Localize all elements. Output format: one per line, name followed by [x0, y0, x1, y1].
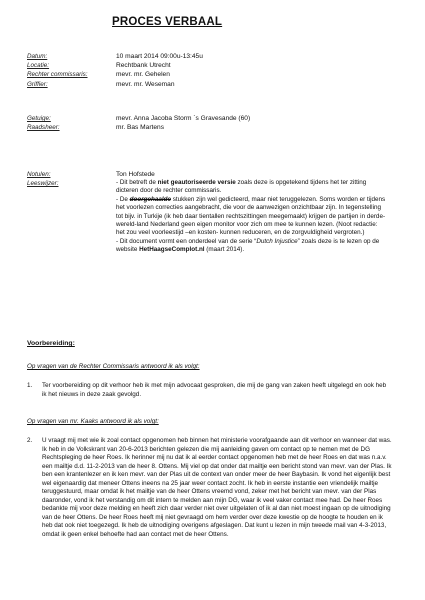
- meta-row-minutes: [27, 170, 155, 179]
- meta-row-date: [27, 52, 203, 61]
- meta-row-counsel: [27, 123, 250, 132]
- subheading-kaaks-questions: Op vragen van mr. Kaaks antwoord ik als volgt:: [27, 418, 159, 425]
- subheading-judge-questions: Op vragen van de Rechter Commissaris antwoord ik als volgt:: [27, 363, 200, 370]
- meta-block-session: [27, 52, 203, 89]
- meta-value: mevr. mr. Gehelen: [116, 71, 170, 79]
- meta-value: mevr. mr. Weseman: [116, 80, 175, 88]
- paragraph-text: U vraagt mij met wie ik zoal contact opgenomen heb binnen het ministerie voorafgaande aan dit verhoor en wanneer dat was. Ik heb in de Volkskrant van 20-6-2013 berichten gelezen die mij aanleiding gaven om contact op te nemen met de DG Rechtspleging de heer Roes. Ik herinner mij nu dat ik al eerder contact opgenomen heb met de heer Roes en dat was n.a.v. een mailtje d.d. 11-2-2013 van de heer 8. Ottens. Mij viel op dat onder dat mailtje een bericht stond van mevr. van der Plas. Ik ben een krantenlezer en ik ken mevr. van der Plas uit de context van onder meer de heer Baybasin. Ik vond het eigenlijk best wel eigenaardig dat meneer Ottens ineens na 25 jaar weer contact zocht. Ik heb in eerste instantie een vriendelijk mailtje teruggestuurd, maar omdat ik het mailtje van de heer Ottens vreemd vond, zeker met het bericht van mevr. van der Plas daaronder, vond ik het verstandig om dit intern te melden aan mijn DG, waar ik veel vaker contact mee had. De heer Roes bedankte mij voor deze melding en heeft zich daar verder niet over uitgelaten of ik al dan niet moest ingaan op de uitnodiging van de heer Ottens. De heer Roes heeft mij niet gevraagd om hem verder over deze kwestie op de hoogte te houden en ik heb dat ook niet toegezegd. Ik heb de uitnodiging overigens afgeslagen. Dat kunt u lezen in mijn tweede mail van 4-3-2013, omdat ik geen enkel behoefte had aan contact met de heer Ottens.: [42, 437, 392, 539]
- section-heading: Voorbereiding:: [27, 340, 75, 347]
- meta-value: mevr. Anna Jacoba Storm `s Gravesande (60): [116, 115, 251, 122]
- paragraph-1: [27, 382, 392, 399]
- paragraph-number: 1.: [27, 382, 33, 389]
- meta-label: Notulen:: [27, 171, 51, 178]
- meta-block-parties: [27, 114, 250, 132]
- note-struck-passages: - De doorgehaalde stukken zijn wel gedicteerd, maar niet teruggelezen. Soms worden er tijdens het voorlezen correcties aangebracht, die voor de aanwezigen onzichtbaar zijn. In tegenstelling tot bijv. in Turkije (ik heb daar tientallen rechtszittingen meegemaakt) krijgen de partijen in derde-wereld-land Nederland geen eigen monitor voor zich om mee te kunnen lezen. (Noot redactie: het zou veel voorleestijd –en kosten- kunnen reduceren, en de zorgvuldigheid vergroten.): [116, 195, 386, 237]
- meta-value: mr. Bas Martens: [116, 124, 165, 132]
- paragraph-number: 2.: [27, 437, 33, 444]
- note-unauthorized-version: - Dit betreft de niet geautoriseerde versie zoals deze is opgetekend tijdens het ter zitting dicteren door de rechter commissaris.: [116, 179, 367, 195]
- meta-label: Rechter commissaris:: [27, 71, 88, 79]
- paragraph-2: [27, 437, 392, 540]
- meta-label: Leeswijzer:: [27, 180, 59, 188]
- meta-label: Raadsheer:: [27, 124, 60, 132]
- document-title: PROCES VERBAAL: [112, 16, 223, 28]
- meta-row-location: [27, 61, 203, 70]
- reading-guide-notes: [116, 179, 386, 255]
- website-link[interactable]: HetHaagseComplot.nl: [139, 246, 205, 254]
- meta-value: 10 maart 2014 09:00u-13:45u: [116, 53, 203, 60]
- paragraph-text: Ter voorbereiding op dit verhoor heb ik met mijn advocaat gesproken, die mij de gang van zaken heeft uitgelegd en ook heb ik het nieuws in deze zaak gevolgd.: [42, 382, 387, 398]
- meta-value: Rechtbank Utrecht: [116, 62, 171, 70]
- meta-row-clerk: [27, 80, 203, 89]
- meta-label: Locatie:: [27, 62, 50, 70]
- meta-label: Griffier:: [27, 80, 48, 88]
- meta-label: Datum:: [27, 53, 48, 60]
- meta-row-judge: [27, 70, 203, 79]
- note-series: - Dit document vormt een onderdeel van de serie “Dutch Injustice” zoals deze is te lezen op de website HetHaagseComplot.nl (maart 2014).: [116, 237, 380, 254]
- meta-label: Getuige:: [27, 115, 51, 122]
- meta-row-witness: [27, 114, 250, 123]
- meta-value: Ton Hofstede: [116, 171, 155, 178]
